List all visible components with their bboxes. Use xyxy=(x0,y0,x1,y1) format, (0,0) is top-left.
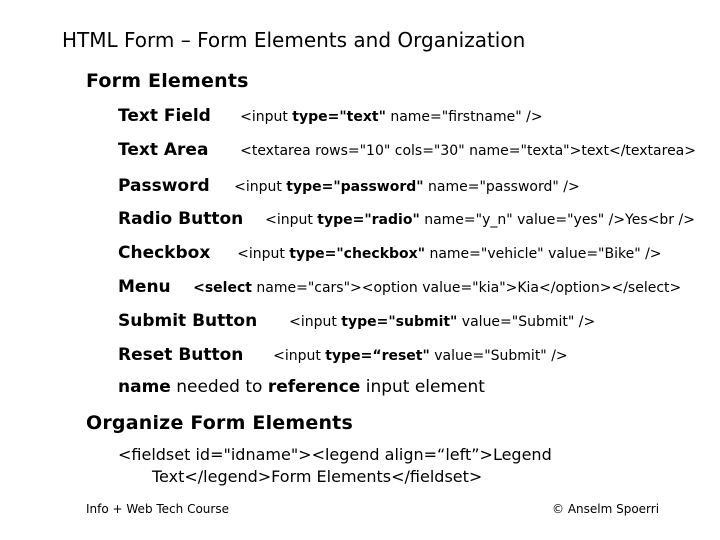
list-item xyxy=(118,209,695,229)
item-label: Submit Button xyxy=(118,311,258,331)
item-code: <input type="checkbox" name="vehicle" value="Bike" /> xyxy=(237,246,662,262)
item-label: Radio Button xyxy=(118,209,244,229)
list-item xyxy=(118,277,681,297)
list-item xyxy=(118,140,696,160)
item-label: Checkbox xyxy=(118,243,211,263)
fieldset-line-1: <fieldset id="idname"><legend align=“left”>Legend xyxy=(118,445,552,464)
fieldset-example xyxy=(118,444,638,488)
page-title: HTML Form – Form Elements and Organization xyxy=(62,28,526,52)
fieldset-line-2: Text</legend>Form Elements</fieldset> xyxy=(152,467,483,486)
item-code: <input type="radio" name="y_n" value="yes" />Yes<br /> xyxy=(265,212,695,228)
item-code: <input type="text" name="firstname" /> xyxy=(240,109,543,125)
list-item xyxy=(118,106,543,126)
footer-course: Info + Web Tech Course xyxy=(86,502,229,516)
organize-heading: Organize Form Elements xyxy=(86,412,353,434)
item-label: Text Area xyxy=(118,140,209,160)
list-item xyxy=(118,243,662,263)
list-item xyxy=(118,176,580,196)
footer-copyright: © Anselm Spoerri xyxy=(552,502,660,516)
list-item xyxy=(118,345,568,365)
item-code: <input type="submit" value="Submit" /> xyxy=(289,314,596,330)
item-label: Menu xyxy=(118,277,171,297)
form-elements-heading: Form Elements xyxy=(86,70,249,92)
item-code: <input type="password" name="password" /> xyxy=(234,179,580,195)
item-code: <input type=“reset" value="Submit" /> xyxy=(273,348,568,364)
list-item xyxy=(118,311,595,331)
item-label: Password xyxy=(118,176,210,196)
item-code: <textarea rows="10" cols="30" name="texta">text</textarea> xyxy=(240,143,696,159)
item-label: Text Field xyxy=(118,106,211,126)
item-code: <select name="cars"><option value="kia">Kia</option></select> xyxy=(193,280,682,296)
item-label: Reset Button xyxy=(118,345,244,365)
name-note: name needed to reference input element xyxy=(118,377,485,397)
